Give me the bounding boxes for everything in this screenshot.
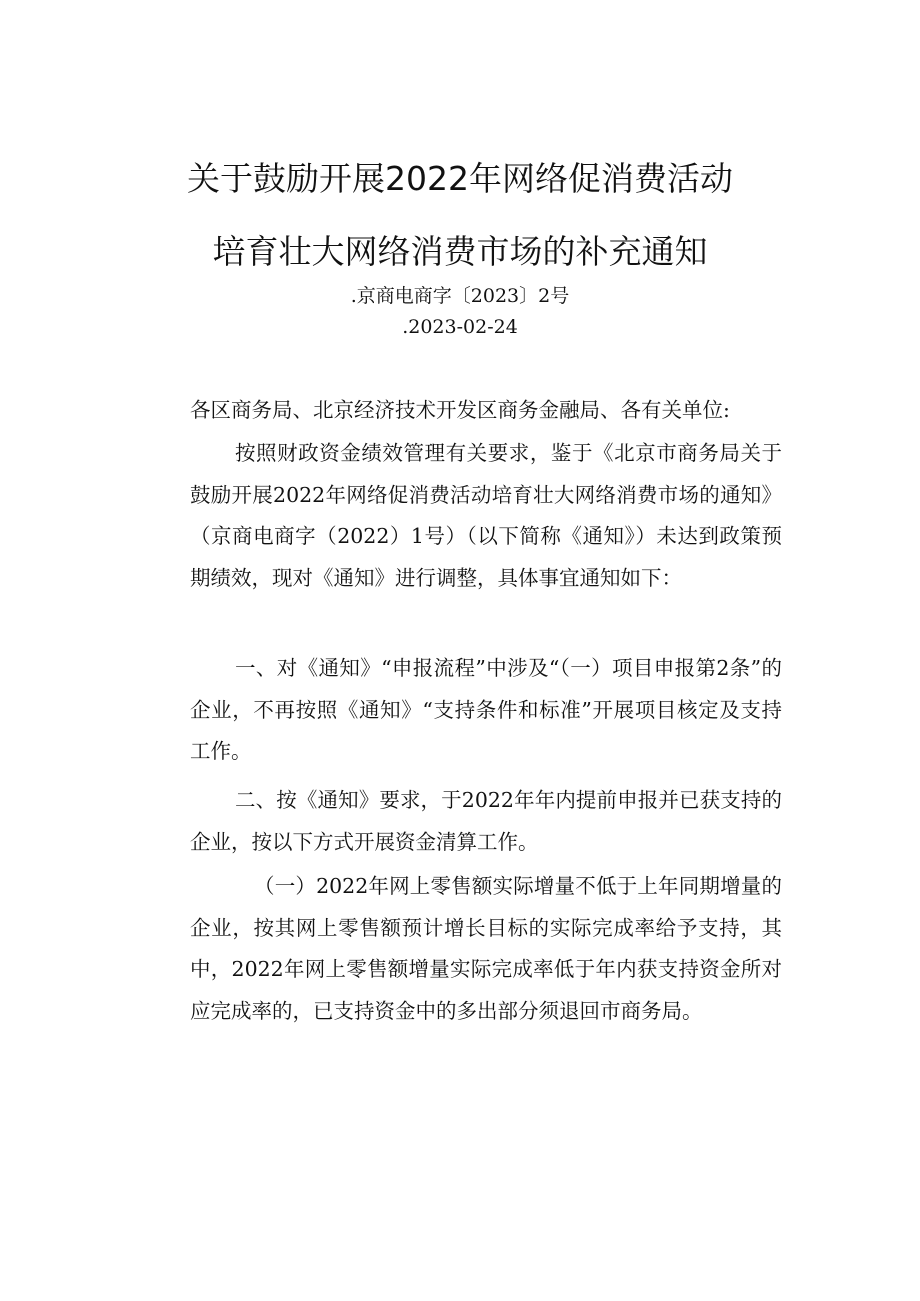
- document-title-line-1: 关于鼓励开展2022年网络促消费活动: [187, 159, 733, 198]
- paragraph-text: （一）2022年网上零售额实际增量不低于上年同期增量的企业，按其网上零售额预计增长目标的实际完成率给予支持，其中，2022年网上零售额增量实际完成率低于年内获支持资金所对应完成率的，已支持资金中的多出部分须退回市商务局。: [190, 874, 782, 1023]
- paragraph-text: 二、按《通知》要求，于2022年年内提前申报并已获支持的企业，按以下方式开展资金清算工作。: [190, 788, 782, 854]
- paragraph-subitem-1: [190, 866, 782, 1032]
- salutation: 各区商务局、北京经济技术开发区商务金融局、各有关单位:: [190, 398, 730, 422]
- document-title-line-2: 培育壮大网络消费市场的补充通知: [212, 232, 708, 271]
- paragraph-text: 一、对《通知》“申报流程”中涉及“（一）项目申报第2条”的企业，不再按照《通知》“支持条件和标准”开展项目核定及支持工作。: [190, 656, 782, 763]
- paragraph-item-2: [190, 780, 782, 863]
- paragraph-item-1: [190, 648, 782, 773]
- document-date: .2023-02-24: [402, 316, 518, 338]
- document-number: .京商电商字〔2023〕2号: [350, 285, 570, 307]
- paragraph-intro: [190, 433, 782, 599]
- paragraph-text: 按照财政资金绩效管理有关要求，鉴于《北京市商务局关于鼓励开展2022年网络促消费活动培育壮大网络消费市场的通知》（京商电商字（2022）1号）（以下简称《通知》）未达到政策预期绩效，现对《通知》进行调整，具体事宜通知如下：: [190, 441, 782, 590]
